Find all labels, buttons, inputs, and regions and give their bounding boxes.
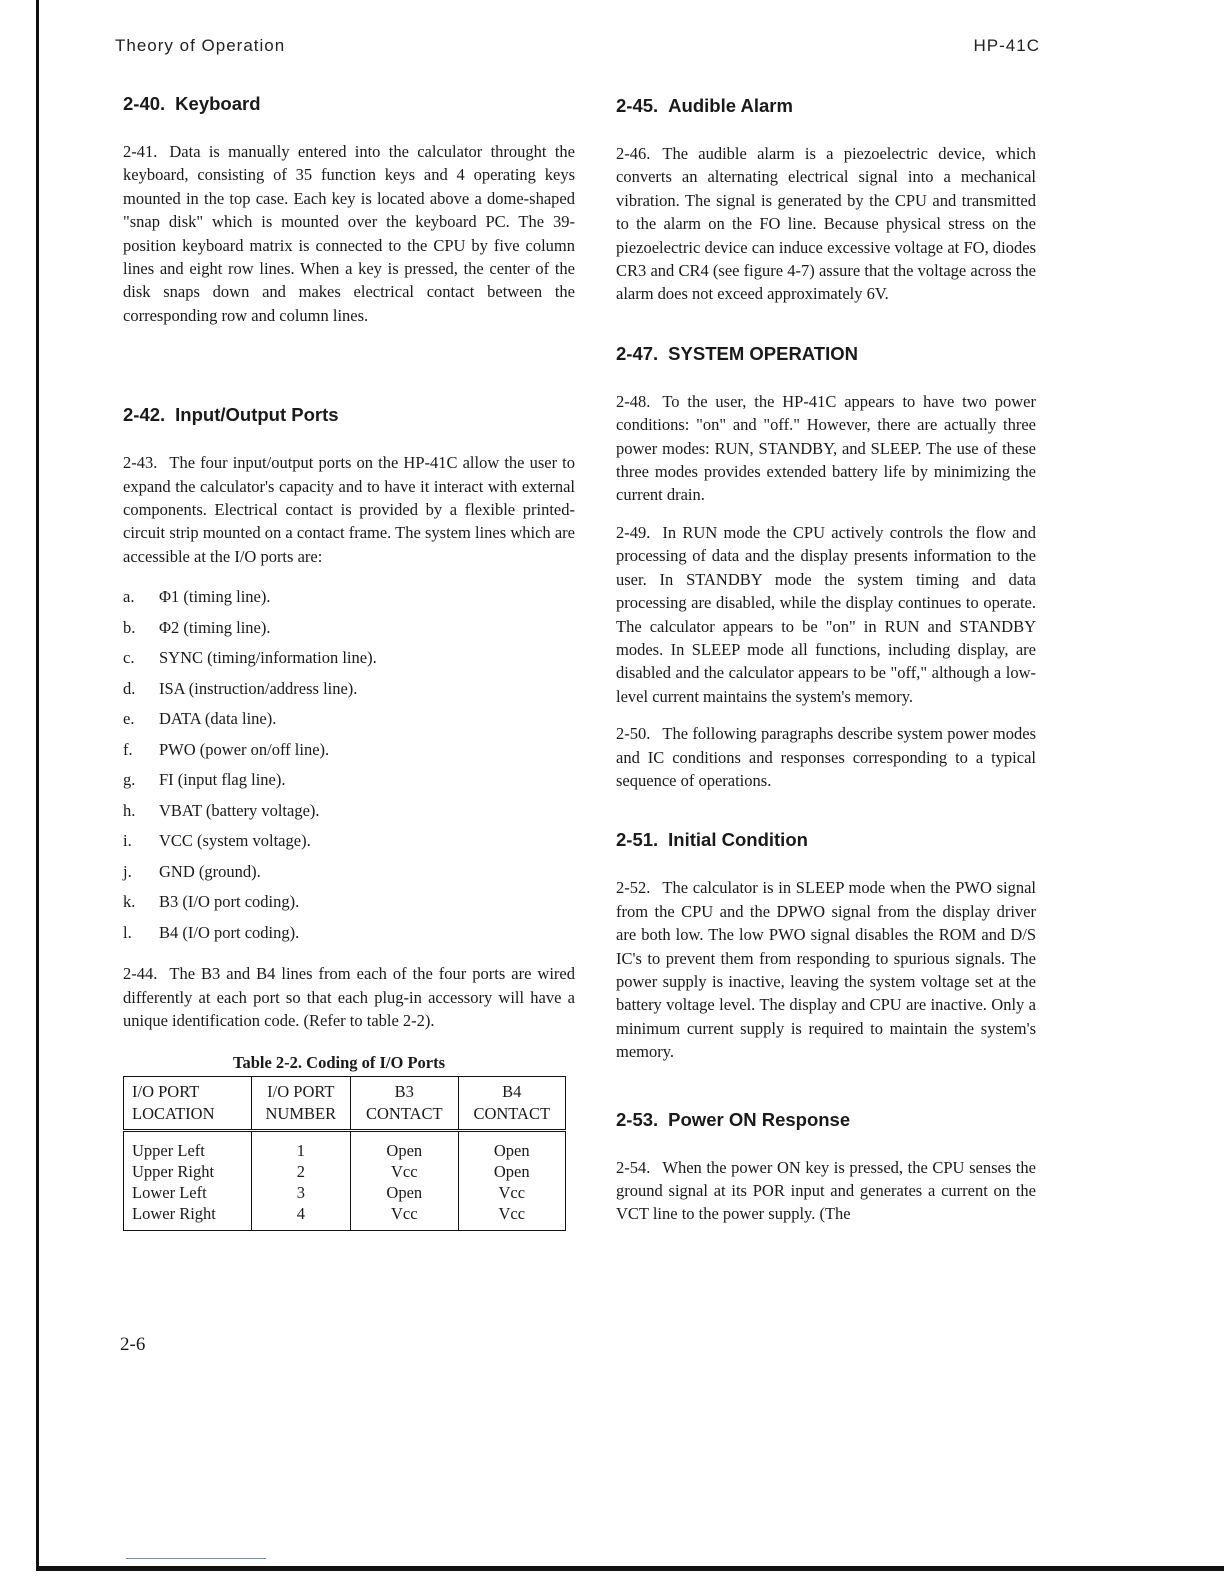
section-heading-2-45 <box>616 94 1036 118</box>
list-item: l. B4 (I/O port coding). <box>123 922 300 942</box>
paragraph-text: Data is manually entered into the calculator throught the keyboard, consisting of 35 function keys and 4 operating keys mounted in the top case. Each key is located above a dome-shaped "snap disk" which is mounted over the keyboard PC. The 39-position keyboard matrix is connected to the CPU by five column lines and eight row lines. When a key is pressed, the center of the disk snaps down and makes electrical contact between the corresponding row and column lines. <box>123 142 575 325</box>
section-title: Keyboard <box>175 93 261 114</box>
section-number: 2-51. <box>616 829 659 851</box>
table-cell: 3 <box>251 1182 351 1203</box>
paragraph-text: To the user, the HP-41C appears to have two power conditions: "on" and "off." However, there are actually three power modes: RUN, STANDBY, and SLEEP. The use of these three modes provides extended battery life by minimizing the current drain. <box>616 391 1036 505</box>
page-edge-bottom <box>36 1566 1224 1571</box>
page-number: 2-6 <box>120 1334 146 1355</box>
running-header-right: HP-41C <box>973 36 1040 55</box>
table-cell: Lower Left <box>124 1182 252 1203</box>
table-cell: Vcc <box>458 1182 565 1203</box>
section-number: 2-40. <box>123 93 166 114</box>
section-heading-2-51 <box>616 828 1036 852</box>
paragraph-number: 2-46. <box>616 144 651 163</box>
column-header: I/O PORT LOCATION <box>124 1076 252 1130</box>
paragraph-2-50 <box>616 722 1036 792</box>
table-row <box>124 1130 566 1161</box>
list-item: c. SYNC (timing/information line). <box>123 648 377 668</box>
section-heading-2-40 <box>123 92 575 116</box>
section-title: Initial Condition <box>668 829 808 851</box>
paragraph-text: In RUN mode the CPU actively controls the flow and processing of data and the display presents information to the user. In STANDBY mode the system timing and data processing are disabled, while the display continues to operate. The calculator appears to be "on" in RUN and STANDBY modes. In SLEEP mode all functions, including display, are disabled and the calculator appears to be "off," although a low-level current maintains the system's memory. <box>616 522 1036 706</box>
table-cell: Open <box>351 1182 458 1203</box>
table-cell: Vcc <box>458 1203 565 1231</box>
io-ports-table <box>123 1076 566 1231</box>
table-cell: Vcc <box>351 1161 458 1182</box>
paragraph-text: The calculator is in SLEEP mode when the PWO signal from the CPU and the DPWO signal from the display driver are both low. The low PWO signal disables the ROM and D/S IC's to prevent them from responding to spurious signals. The power supply is inactive, leaving the system voltage set at the battery voltage level. The display and CPU are inactive. Only a minimum current supply is required to maintain the system's memory. <box>616 878 1036 1062</box>
table-cell: Upper Right <box>124 1161 252 1182</box>
paragraph-2-41 <box>123 140 575 327</box>
right-column <box>616 94 1036 1240</box>
list-item: g. FI (input flag line). <box>123 770 286 790</box>
table-cell: 2 <box>251 1161 351 1182</box>
table-cell: Upper Left <box>124 1130 252 1161</box>
paragraph-number: 2-50. <box>616 724 651 744</box>
paragraph-text: The B3 and B4 lines from each of the four ports are wired differently at each port so that each plug-in accessory will have a unique identification code. (Refer to table 2-2). <box>123 964 575 1031</box>
section-number: 2-53. <box>616 1108 659 1130</box>
list-item: d. ISA (instruction/address line). <box>123 678 358 698</box>
table-row <box>124 1182 566 1203</box>
paragraph-2-46 <box>616 142 1036 306</box>
paragraph-2-43 <box>123 451 575 568</box>
section-number: 2-42. <box>123 404 166 426</box>
column-header: B3 CONTACT <box>351 1076 458 1130</box>
page-edge-left <box>36 0 39 1570</box>
section-heading-2-47 <box>616 342 1036 366</box>
paragraph-number: 2-44. <box>123 964 158 984</box>
column-header: I/O PORT NUMBER <box>251 1076 351 1130</box>
table-row <box>124 1203 566 1231</box>
section-number: 2-47. <box>616 342 659 364</box>
table-row <box>124 1161 566 1182</box>
section-number: 2-45. <box>616 95 659 116</box>
list-item: i. VCC (system voltage). <box>123 831 311 851</box>
table-header-row <box>124 1076 566 1130</box>
table-cell: Open <box>458 1130 565 1161</box>
section-title: Audible Alarm <box>668 95 793 116</box>
paragraph-2-54 <box>616 1156 1036 1226</box>
list-item: k. B3 (I/O port coding). <box>123 892 300 912</box>
list-item: f. PWO (power on/off line). <box>123 739 330 759</box>
section-heading-2-42 <box>123 403 575 427</box>
list-item: e. DATA (data line). <box>123 709 277 729</box>
list-item: j. GND (ground). <box>123 861 261 881</box>
table-cell: 4 <box>251 1203 351 1231</box>
table-cell: Open <box>351 1130 458 1161</box>
table-cell: 1 <box>251 1130 351 1161</box>
column-header: B4 CONTACT <box>458 1076 565 1130</box>
running-header-left: Theory of Operation <box>115 36 286 55</box>
paragraph-2-52 <box>616 876 1036 1063</box>
paragraph-number: 2-52. <box>616 878 651 898</box>
paragraph-2-49 <box>616 521 1036 708</box>
paragraph-text: The four input/output ports on the HP-41C allow the user to expand the calculator's capacity and to have it interact with external components. Electrical contact is provided by a flexible printed-circuit strip mounted on a contact frame. The system lines which are accessible at the I/O ports are: <box>123 453 575 566</box>
paragraph-number: 2-41. <box>123 142 158 161</box>
paragraph-number: 2-49. <box>616 522 651 542</box>
table-cell: Open <box>458 1161 565 1182</box>
list-item: h. VBAT (battery voltage). <box>123 800 320 820</box>
paragraph-2-48 <box>616 390 1036 507</box>
list-item: a. Φ1 (timing line). <box>123 587 271 607</box>
blue-mark-line <box>126 1558 266 1559</box>
section-heading-2-53 <box>616 1108 1036 1132</box>
section-title: Input/Output Ports <box>175 404 339 426</box>
system-lines-list <box>123 582 575 948</box>
paragraph-text: The following paragraphs describe system power modes and IC conditions and responses corresponding to a typical sequence of operations. <box>616 724 1036 790</box>
paragraph-text: When the power ON key is pressed, the CPU senses the ground signal at its POR input and generates a current on the VCT line to the power supply. (The <box>616 1157 1036 1224</box>
paragraph-2-44 <box>123 962 575 1032</box>
table-caption: Table 2-2. Coding of I/O Ports <box>232 1052 446 1072</box>
io-ports-table-block <box>123 1051 575 1231</box>
paragraph-number: 2-54. <box>616 1157 651 1177</box>
paragraph-number: 2-48. <box>616 391 651 411</box>
section-title: SYSTEM OPERATION <box>668 342 858 364</box>
table-cell: Vcc <box>351 1203 458 1231</box>
paragraph-number: 2-43. <box>123 453 158 473</box>
table-cell: Lower Right <box>124 1203 252 1231</box>
section-title: Power ON Response <box>668 1108 851 1130</box>
list-item: b. Φ2 (timing line). <box>123 617 271 637</box>
left-column <box>123 92 575 1231</box>
paragraph-text: The audible alarm is a piezoelectric device, which converts an alternating electrical signal into a mechanical vibration. The signal is generated by the CPU and transmitted to the alarm on the FO line. Because physical stress on the piezoelectric device can induce excessive voltage at FO, diodes CR3 and CR4 (see figure 4-7) assure that the voltage across the alarm does not exceed approximately 6V. <box>616 144 1036 304</box>
